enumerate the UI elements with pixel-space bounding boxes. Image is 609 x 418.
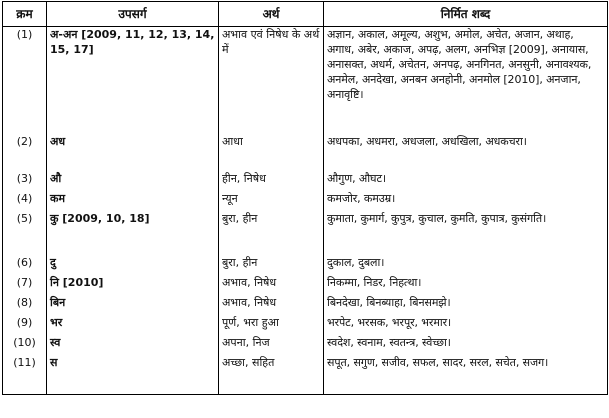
row-meaning: पूर्ण, भरा हुआ bbox=[219, 315, 324, 335]
table-row bbox=[3, 255, 608, 275]
table-row bbox=[3, 335, 608, 355]
row-prefix: भर bbox=[47, 315, 219, 335]
row-words: अज्ञान, अकाल, अमूल्य, अशुभ, अमोल, अचेत, अजान, अथाह, अगाध, अबेर, अकाज, अपढ़, अलग, अनभिज्ञ [2009], अनायास, अनासक्त, अधर्म, अचेतन, अनपढ़, अनगिनत, अनसुनी, अनावश्यक, अनमेल, अनदेखा, अनबन अनहोनी, अनमोल [2010], अनजान, अनावृष्टि। bbox=[324, 27, 608, 134]
row-words: कुमाता, कुमार्ग, कुपुत्र, कुचाल, कुमति, कुपात्र, कुसंगति। bbox=[324, 211, 608, 255]
row-words: बिनदेखा, बिनब्याहा, बिनसमझे। bbox=[324, 295, 608, 315]
table-row bbox=[3, 211, 608, 255]
row-serial: (3) bbox=[3, 171, 47, 191]
row-words: कमजोर, कमउम्र। bbox=[324, 191, 608, 211]
row-serial: (6) bbox=[3, 255, 47, 275]
row-prefix: कु [2009, 10, 18] bbox=[47, 211, 219, 255]
row-prefix: बिन bbox=[47, 295, 219, 315]
row-prefix: स bbox=[47, 355, 219, 395]
table-row bbox=[3, 171, 608, 191]
header-prefix: उपसर्ग bbox=[47, 2, 219, 27]
table-row bbox=[3, 27, 608, 134]
table-row bbox=[3, 295, 608, 315]
row-prefix: औ bbox=[47, 171, 219, 191]
row-serial: (1) bbox=[3, 27, 47, 134]
row-serial: (8) bbox=[3, 295, 47, 315]
header-row bbox=[3, 2, 608, 27]
row-meaning: आधा bbox=[219, 134, 324, 171]
row-meaning: अपना, निज bbox=[219, 335, 324, 355]
header-meaning: अर्थ bbox=[219, 2, 324, 27]
prefix-table bbox=[2, 1, 608, 395]
row-meaning: न्यून bbox=[219, 191, 324, 211]
table-row bbox=[3, 134, 608, 171]
row-meaning: बुरा, हीन bbox=[219, 211, 324, 255]
row-meaning: अभाव, निषेध bbox=[219, 275, 324, 295]
row-prefix: स्व bbox=[47, 335, 219, 355]
header-serial: क्रम bbox=[3, 2, 47, 27]
row-words: भरपेट, भरसक, भरपूर, भरमार। bbox=[324, 315, 608, 335]
row-words: सपूत, सगुण, सजीव, सफल, सादर, सरल, सचेत, सजग। bbox=[324, 355, 608, 395]
row-words: दुकाल, दुबला। bbox=[324, 255, 608, 275]
row-meaning: अभाव, निषेध bbox=[219, 295, 324, 315]
table-row bbox=[3, 275, 608, 295]
row-meaning: बुरा, हीन bbox=[219, 255, 324, 275]
row-serial: (11) bbox=[3, 355, 47, 395]
row-prefix: अ-अन [2009, 11, 12, 13, 14, 15, 17] bbox=[47, 27, 219, 134]
table-row bbox=[3, 315, 608, 335]
row-meaning: अच्छा, सहित bbox=[219, 355, 324, 395]
row-words: निकम्मा, निडर, निहत्था। bbox=[324, 275, 608, 295]
row-words: औगुण, औघट। bbox=[324, 171, 608, 191]
row-serial: (5) bbox=[3, 211, 47, 255]
row-serial: (2) bbox=[3, 134, 47, 171]
row-meaning: अभाव एवं निषेध के अर्थ में bbox=[219, 27, 324, 134]
row-words: अधपका, अधमरा, अधजला, अधखिला, अधकचरा। bbox=[324, 134, 608, 171]
table-row bbox=[3, 191, 608, 211]
row-meaning: हीन, निषेध bbox=[219, 171, 324, 191]
row-serial: (4) bbox=[3, 191, 47, 211]
row-serial: (9) bbox=[3, 315, 47, 335]
row-serial: (10) bbox=[3, 335, 47, 355]
row-prefix: अध bbox=[47, 134, 219, 171]
header-formed-words: निर्मित शब्द bbox=[324, 2, 608, 27]
row-prefix: दु bbox=[47, 255, 219, 275]
row-prefix: कम bbox=[47, 191, 219, 211]
row-prefix: नि [2010] bbox=[47, 275, 219, 295]
row-serial: (7) bbox=[3, 275, 47, 295]
table-row bbox=[3, 355, 608, 395]
row-words: स्वदेश, स्वनाम, स्वतन्त्र, स्वेच्छा। bbox=[324, 335, 608, 355]
